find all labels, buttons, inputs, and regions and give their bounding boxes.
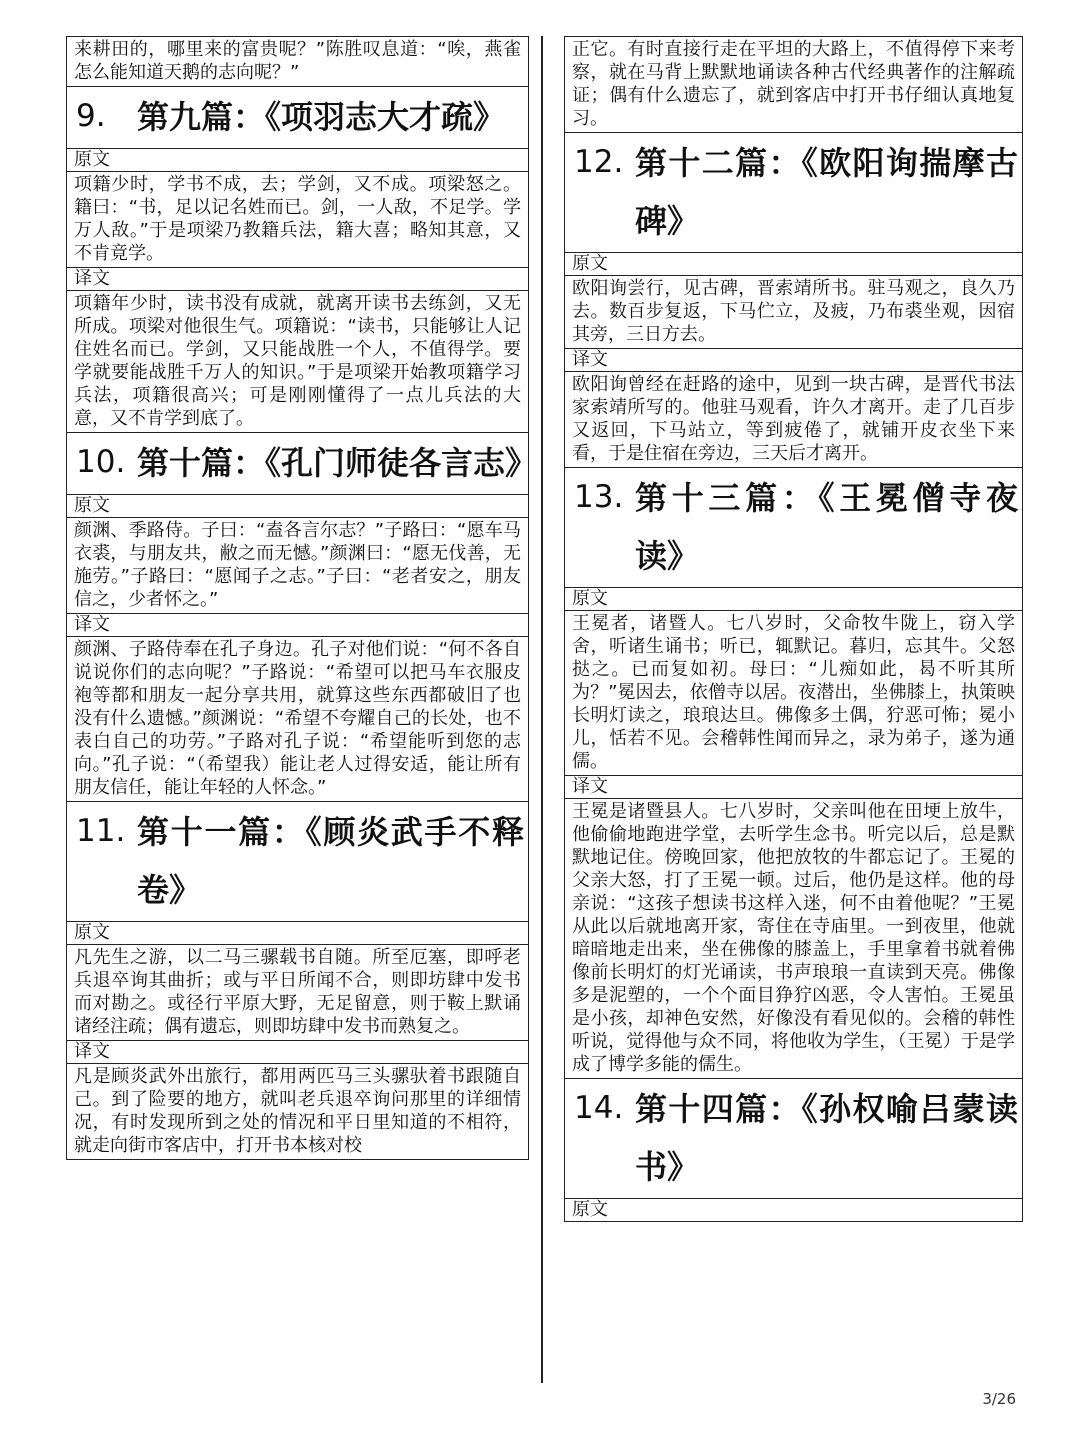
- continued-text: 正它。有时直接行走在平坦的大路上，不值得停下来考察，就在马背上默默地诵读各种古代经典著作的注解疏证；偶有什么遗忘了，就到客店中打开书仔细认真地复习。: [565, 37, 1022, 133]
- translation-text: 王冕是诸暨县人。七八岁时，父亲叫他在田埂上放牛，他偷偷地跑进学堂，去听学生念书。听完以后，总是默默地记住。傍晚回家，他把放牧的牛都忘记了。王冕的父亲大怒，打了王冕一顿。过后，他仍是这样。他的母亲说：“这孩子想读书这样入迷，何不由着他呢？”王冕从此以后就地离开家，寄住在寺庙里。一到夜里，他就暗暗地走出来，坐在佛像的膝盖上，手里拿着书就着佛像前长明灯的灯光诵读，书声琅琅一直读到天亮。佛像多是泥塑的，一个个面目狰狞凶恶，令人害怕。王冕虽是小孩，却神色安然，好像没有看见似的。会稽的韩性听说，觉得他与众不同，将他收为学生，（王冕）于是学成了博学多能的儒生。: [565, 799, 1022, 1079]
- section-number: 9.: [76, 98, 106, 134]
- section-number: 10.: [76, 444, 126, 480]
- column-divider: [541, 36, 543, 1383]
- original-text-label: 原文: [565, 588, 1022, 611]
- translation-label: 译文: [565, 349, 1022, 372]
- original-text-label: 原文: [572, 1199, 608, 1220]
- section-number: 11.: [76, 813, 126, 849]
- section-title: 第十二篇：《欧阳询揣摩古碑》: [635, 144, 1018, 240]
- translation-label: 译文: [67, 1041, 528, 1064]
- section-title: 第九篇：《项羽志大才疏》: [137, 98, 506, 136]
- original-text-label: 原文: [67, 922, 528, 945]
- translation-label: 译文: [565, 776, 1022, 799]
- left-column: [66, 36, 538, 1160]
- section-title: 第十篇：《孔门师徒各言志》: [137, 444, 538, 482]
- translation-text: 欧阳询曾经在赶路的途中，见到一块古碑，是晋代书法家索靖所写的。他驻马观看，许久才离开。走了几百步又返回，下马站立，等到疲倦了，就铺开皮衣坐下来看，于是住宿在旁边，三天后才离开。: [565, 372, 1022, 468]
- translation-text: 项籍年少时，读书没有成就，就离开读书去练剑，又无所成。项梁对他很生气。项籍说：“读书，只能够让人记住姓名而已。学剑，又只能战胜一个人，不值得学。要学就要能战胜千万人的知识。”于是项梁开始教项籍学习兵法，项籍很高兴；可是刚刚懂得了一点儿兵法的大意，又不肯学到底了。: [67, 291, 528, 433]
- section-heading-10: [67, 433, 538, 495]
- original-text: 王冕者，诸暨人。七八岁时，父命牧牛陇上，窃入学舍，听诸生诵书；听已，辄默记。暮归，忘其牛。父怒挞之。已而复如初。母曰：“儿痴如此，曷不听其所为？”冕因去，依僧寺以居。夜潜出，坐佛膝上，执策映长明灯读之，琅琅达旦。佛像多土偶，狞恶可怖；冕小儿，恬若不见。会稽韩性闻而异之，录为弟子，遂为通儒。: [565, 611, 1022, 776]
- section-number: 13.: [574, 479, 624, 515]
- original-text: 颜渊、季路侍。子曰：“盍各言尔志？”子路曰：“愿车马衣裘，与朋友共，敝之而无憾。”颜渊曰：“愿无伐善，无施劳。”子路曰：“愿闻子之志。”子曰：“老者安之，朋友信之，少者怀之。”: [67, 518, 528, 614]
- right-column: [564, 36, 1023, 1222]
- section-title: 第十四篇：《孙权喻吕蒙读书》: [635, 1090, 1018, 1186]
- section-heading-12: [565, 133, 1022, 253]
- translation-text: 颜渊、子路侍奉在孔子身边。孔子对他们说：“何不各自说说你们的志向呢？”子路说：“希望可以把马车衣服皮袍等都和朋友一起分享共用，就算这些东西都破旧了也没有什么遗憾。”颜渊说：“希望不夸耀自己的长处，也不表白自己的功劳。”子路对孔子说：“希望能听到您的志向。”孔子说：“（希望我）能让老人过得安适，能让所有朋友信任，能让年轻的人怀念。”: [67, 637, 528, 802]
- original-text: 凡先生之游，以二马三骡载书自随。所至厄塞，即呼老兵退卒询其曲折；或与平日所闻不合，则即坊肆中发书而对勘之。或径行平原大野，无足留意，则于鞍上默诵诸经注疏；偶有遗忘，则即坊肆中发书而熟复之。: [67, 945, 528, 1041]
- section-number: 14.: [574, 1090, 624, 1126]
- translation-label: 译文: [67, 268, 528, 291]
- continued-text: 来耕田的，哪里来的富贵呢？”陈胜叹息道：“唉，燕雀怎么能知道天鹅的志向呢？”: [67, 37, 528, 87]
- section-title: 第十一篇：《顾炎武手不释卷》: [137, 813, 524, 909]
- section-heading-14: [565, 1079, 1022, 1199]
- original-text-label: 原文: [67, 149, 528, 172]
- page-number: 3/26: [982, 1390, 1016, 1408]
- section-number: 12.: [574, 144, 624, 180]
- translation-label: 译文: [67, 614, 528, 637]
- section-heading-9: [67, 87, 528, 149]
- section-heading-13: [565, 468, 1022, 588]
- section-title: 第十三篇：《王冕僧寺夜读》: [635, 479, 1018, 575]
- original-text: 欧阳询尝行，见古碑，晋索靖所书。驻马观之，良久乃去。数百步复返，下马伫立，及疲，乃布裘坐观，因宿其旁，三日方去。: [565, 276, 1022, 349]
- translation-text: 凡是顾炎武外出旅行，都用两匹马三头骡驮着书跟随自己。到了险要的地方，就叫老兵退卒询问那里的详细情况，有时发现所到之处的情况和平日里知道的不相符，就走向街市客店中，打开书本核对校: [74, 1066, 521, 1156]
- original-text-label: 原文: [67, 495, 528, 518]
- original-text: 项籍少时，学书不成，去；学剑，又不成。项梁怒之。籍曰：“书，足以记名姓而已。剑，一人敌，不足学。学万人敌。”于是项梁乃教籍兵法，籍大喜；略知其意，又不肯竟学。: [67, 172, 528, 268]
- section-heading-11: [67, 802, 528, 922]
- original-text-label: 原文: [565, 253, 1022, 276]
